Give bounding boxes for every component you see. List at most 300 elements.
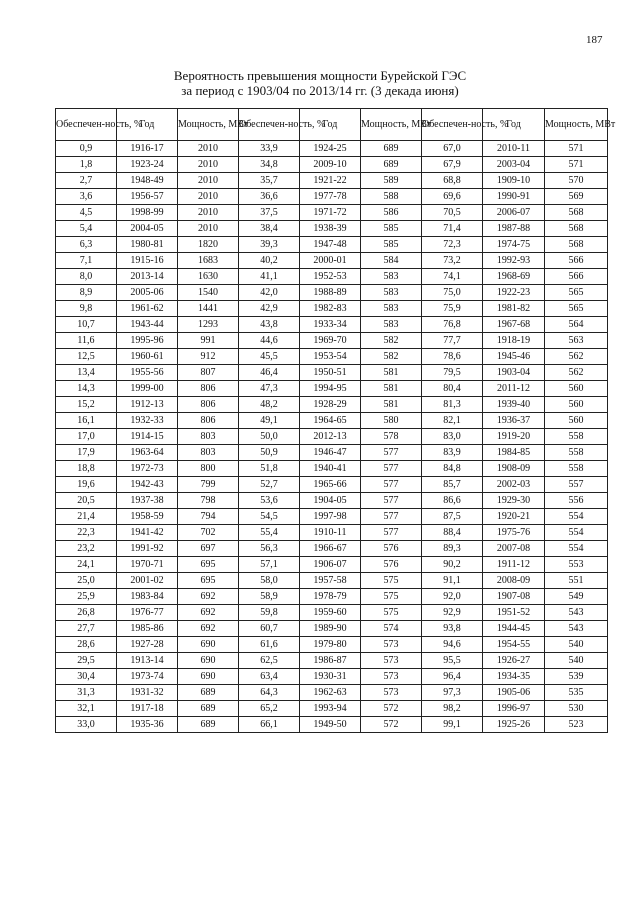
cell-power: 577 xyxy=(361,525,422,541)
cell-power: 560 xyxy=(545,381,608,397)
cell-power: 571 xyxy=(545,157,608,173)
cell-power: 581 xyxy=(361,365,422,381)
table-row xyxy=(56,157,608,173)
cell-power: 560 xyxy=(545,413,608,429)
cell-year: 1964-65 xyxy=(300,413,361,429)
table-row xyxy=(56,317,608,333)
table-row xyxy=(56,621,608,637)
table-row xyxy=(56,381,608,397)
cell-provision: 92,9 xyxy=(422,605,483,621)
cell-power: 799 xyxy=(178,477,239,493)
cell-provision: 90,2 xyxy=(422,557,483,573)
cell-power: 576 xyxy=(361,557,422,573)
cell-power: 692 xyxy=(178,605,239,621)
table-row xyxy=(56,173,608,189)
cell-power: 575 xyxy=(361,573,422,589)
cell-year: 1927-28 xyxy=(117,637,178,653)
cell-provision: 67,9 xyxy=(422,157,483,173)
cell-year: 1999-00 xyxy=(117,381,178,397)
cell-provision: 84,8 xyxy=(422,461,483,477)
cell-power: 581 xyxy=(361,381,422,397)
cell-year: 1940-41 xyxy=(300,461,361,477)
cell-provision: 92,0 xyxy=(422,589,483,605)
table-row xyxy=(56,717,608,733)
cell-provision: 8,0 xyxy=(56,269,117,285)
cell-year: 1936-37 xyxy=(483,413,545,429)
cell-provision: 80,4 xyxy=(422,381,483,397)
cell-provision: 59,8 xyxy=(239,605,300,621)
cell-provision: 19,6 xyxy=(56,477,117,493)
cell-provision: 23,2 xyxy=(56,541,117,557)
cell-provision: 36,6 xyxy=(239,189,300,205)
cell-year: 1917-18 xyxy=(117,701,178,717)
cell-power: 689 xyxy=(361,141,422,157)
cell-power: 573 xyxy=(361,653,422,669)
cell-provision: 33,0 xyxy=(56,717,117,733)
table-row xyxy=(56,237,608,253)
cell-provision: 25,0 xyxy=(56,573,117,589)
table-row xyxy=(56,557,608,573)
cell-power: 806 xyxy=(178,397,239,413)
cell-year: 1973-74 xyxy=(117,669,178,685)
cell-year: 1982-83 xyxy=(300,301,361,317)
cell-year: 1903-04 xyxy=(483,365,545,381)
cell-provision: 87,5 xyxy=(422,509,483,525)
table-row xyxy=(56,653,608,669)
cell-year: 1916-17 xyxy=(117,141,178,157)
cell-year: 1981-82 xyxy=(483,301,545,317)
cell-year: 1912-13 xyxy=(117,397,178,413)
cell-provision: 66,1 xyxy=(239,717,300,733)
cell-power: 576 xyxy=(361,541,422,557)
header-power-3: Мощность, МВт xyxy=(545,109,608,141)
cell-year: 1906-07 xyxy=(300,557,361,573)
cell-year: 1987-88 xyxy=(483,221,545,237)
cell-power: 912 xyxy=(178,349,239,365)
document-title xyxy=(0,68,640,98)
cell-provision: 4,5 xyxy=(56,205,117,221)
cell-power: 2010 xyxy=(178,205,239,221)
cell-power: 702 xyxy=(178,525,239,541)
table-header-row xyxy=(56,109,608,141)
cell-year: 1913-14 xyxy=(117,653,178,669)
cell-year: 1930-31 xyxy=(300,669,361,685)
cell-provision: 0,9 xyxy=(56,141,117,157)
cell-year: 1978-79 xyxy=(300,589,361,605)
cell-power: 568 xyxy=(545,205,608,221)
cell-year: 1915-16 xyxy=(117,253,178,269)
table-row xyxy=(56,525,608,541)
cell-provision: 97,3 xyxy=(422,685,483,701)
cell-provision: 41,1 xyxy=(239,269,300,285)
cell-power: 554 xyxy=(545,541,608,557)
cell-year: 1959-60 xyxy=(300,605,361,621)
cell-power: 794 xyxy=(178,509,239,525)
cell-provision: 17,0 xyxy=(56,429,117,445)
cell-provision: 78,6 xyxy=(422,349,483,365)
cell-provision: 60,7 xyxy=(239,621,300,637)
cell-year: 1970-71 xyxy=(117,557,178,573)
cell-power: 1293 xyxy=(178,317,239,333)
cell-provision: 89,3 xyxy=(422,541,483,557)
cell-year: 2009-10 xyxy=(300,157,361,173)
table-row xyxy=(56,685,608,701)
cell-year: 1976-77 xyxy=(117,605,178,621)
cell-year: 1909-10 xyxy=(483,173,545,189)
cell-provision: 50,9 xyxy=(239,445,300,461)
cell-provision: 25,9 xyxy=(56,589,117,605)
cell-year: 2006-07 xyxy=(483,205,545,221)
cell-year: 1994-95 xyxy=(300,381,361,397)
cell-power: 571 xyxy=(545,141,608,157)
cell-provision: 3,6 xyxy=(56,189,117,205)
cell-provision: 48,2 xyxy=(239,397,300,413)
table-row xyxy=(56,637,608,653)
cell-power: 577 xyxy=(361,445,422,461)
cell-year: 1953-54 xyxy=(300,349,361,365)
cell-provision: 91,1 xyxy=(422,573,483,589)
cell-provision: 17,9 xyxy=(56,445,117,461)
cell-year: 2004-05 xyxy=(117,221,178,237)
cell-year: 1935-36 xyxy=(117,717,178,733)
table-row xyxy=(56,589,608,605)
cell-power: 563 xyxy=(545,333,608,349)
cell-year: 2005-06 xyxy=(117,285,178,301)
cell-provision: 71,4 xyxy=(422,221,483,237)
cell-power: 803 xyxy=(178,445,239,461)
cell-year: 1977-78 xyxy=(300,189,361,205)
cell-power: 565 xyxy=(545,301,608,317)
cell-year: 1993-94 xyxy=(300,701,361,717)
cell-year: 1975-76 xyxy=(483,525,545,541)
probability-table xyxy=(55,108,616,733)
cell-power: 566 xyxy=(545,269,608,285)
cell-year: 1960-61 xyxy=(117,349,178,365)
cell-provision: 26,8 xyxy=(56,605,117,621)
cell-year: 1931-32 xyxy=(117,685,178,701)
cell-provision: 52,7 xyxy=(239,477,300,493)
cell-power: 2010 xyxy=(178,189,239,205)
table-row xyxy=(56,669,608,685)
cell-power: 575 xyxy=(361,605,422,621)
cell-year: 1926-27 xyxy=(483,653,545,669)
cell-provision: 77,7 xyxy=(422,333,483,349)
cell-power: 581 xyxy=(361,397,422,413)
cell-power: 695 xyxy=(178,557,239,573)
cell-power: 540 xyxy=(545,637,608,653)
page-number: 187 xyxy=(586,34,603,46)
cell-provision: 29,5 xyxy=(56,653,117,669)
cell-year: 1998-99 xyxy=(117,205,178,221)
table-row xyxy=(56,269,608,285)
cell-provision: 15,2 xyxy=(56,397,117,413)
cell-power: 543 xyxy=(545,605,608,621)
cell-year: 1968-69 xyxy=(483,269,545,285)
cell-power: 583 xyxy=(361,301,422,317)
cell-power: 803 xyxy=(178,429,239,445)
table-row xyxy=(56,541,608,557)
cell-power: 585 xyxy=(361,221,422,237)
cell-year: 2013-14 xyxy=(117,269,178,285)
cell-provision: 73,2 xyxy=(422,253,483,269)
cell-year: 1942-43 xyxy=(117,477,178,493)
cell-year: 1952-53 xyxy=(300,269,361,285)
cell-power: 535 xyxy=(545,685,608,701)
cell-year: 2010-11 xyxy=(483,141,545,157)
cell-power: 798 xyxy=(178,493,239,509)
cell-provision: 56,3 xyxy=(239,541,300,557)
cell-power: 554 xyxy=(545,509,608,525)
cell-year: 2008-09 xyxy=(483,573,545,589)
cell-provision: 45,5 xyxy=(239,349,300,365)
cell-year: 1972-73 xyxy=(117,461,178,477)
cell-year: 1925-26 xyxy=(483,717,545,733)
cell-power: 689 xyxy=(178,685,239,701)
cell-power: 582 xyxy=(361,333,422,349)
cell-power: 1441 xyxy=(178,301,239,317)
cell-year: 1911-12 xyxy=(483,557,545,573)
cell-power: 560 xyxy=(545,397,608,413)
cell-power: 562 xyxy=(545,349,608,365)
cell-power: 575 xyxy=(361,589,422,605)
cell-year: 1991-92 xyxy=(117,541,178,557)
header-year-2: Год xyxy=(300,109,361,141)
cell-year: 1955-56 xyxy=(117,365,178,381)
cell-provision: 22,3 xyxy=(56,525,117,541)
cell-power: 523 xyxy=(545,717,608,733)
cell-power: 697 xyxy=(178,541,239,557)
cell-provision: 58,9 xyxy=(239,589,300,605)
cell-provision: 86,6 xyxy=(422,493,483,509)
cell-power: 1540 xyxy=(178,285,239,301)
cell-year: 1984-85 xyxy=(483,445,545,461)
cell-provision: 6,3 xyxy=(56,237,117,253)
cell-power: 689 xyxy=(361,157,422,173)
cell-provision: 16,1 xyxy=(56,413,117,429)
cell-year: 1937-38 xyxy=(117,493,178,509)
cell-power: 573 xyxy=(361,669,422,685)
cell-power: 558 xyxy=(545,461,608,477)
cell-power: 582 xyxy=(361,349,422,365)
cell-provision: 7,1 xyxy=(56,253,117,269)
cell-year: 1954-55 xyxy=(483,637,545,653)
cell-provision: 42,0 xyxy=(239,285,300,301)
cell-power: 568 xyxy=(545,221,608,237)
cell-provision: 40,2 xyxy=(239,253,300,269)
cell-power: 565 xyxy=(545,285,608,301)
cell-power: 583 xyxy=(361,285,422,301)
cell-provision: 46,4 xyxy=(239,365,300,381)
cell-power: 806 xyxy=(178,381,239,397)
cell-provision: 31,3 xyxy=(56,685,117,701)
cell-power: 568 xyxy=(545,237,608,253)
cell-provision: 39,3 xyxy=(239,237,300,253)
cell-year: 1923-24 xyxy=(117,157,178,173)
cell-year: 1920-21 xyxy=(483,509,545,525)
cell-year: 1980-81 xyxy=(117,237,178,253)
cell-year: 2007-08 xyxy=(483,541,545,557)
cell-year: 1996-97 xyxy=(483,701,545,717)
cell-power: 573 xyxy=(361,637,422,653)
cell-year: 1947-48 xyxy=(300,237,361,253)
cell-power: 570 xyxy=(545,173,608,189)
cell-power: 564 xyxy=(545,317,608,333)
cell-provision: 18,8 xyxy=(56,461,117,477)
table-row xyxy=(56,477,608,493)
cell-power: 540 xyxy=(545,653,608,669)
cell-year: 1966-67 xyxy=(300,541,361,557)
cell-year: 1963-64 xyxy=(117,445,178,461)
cell-provision: 88,4 xyxy=(422,525,483,541)
cell-power: 577 xyxy=(361,461,422,477)
cell-power: 553 xyxy=(545,557,608,573)
cell-power: 580 xyxy=(361,413,422,429)
cell-power: 807 xyxy=(178,365,239,381)
cell-power: 588 xyxy=(361,189,422,205)
table-row xyxy=(56,573,608,589)
cell-year: 1932-33 xyxy=(117,413,178,429)
cell-year: 1919-20 xyxy=(483,429,545,445)
cell-power: 577 xyxy=(361,493,422,509)
cell-provision: 14,3 xyxy=(56,381,117,397)
cell-power: 689 xyxy=(178,701,239,717)
cell-year: 1969-70 xyxy=(300,333,361,349)
cell-power: 557 xyxy=(545,477,608,493)
cell-year: 1941-42 xyxy=(117,525,178,541)
cell-power: 549 xyxy=(545,589,608,605)
cell-provision: 69,6 xyxy=(422,189,483,205)
title-line-1: Вероятность превышения мощности Бурейской ГЭС xyxy=(173,68,467,83)
cell-power: 539 xyxy=(545,669,608,685)
cell-power: 577 xyxy=(361,509,422,525)
cell-year: 1951-52 xyxy=(483,605,545,621)
cell-provision: 67,0 xyxy=(422,141,483,157)
cell-year: 1957-58 xyxy=(300,573,361,589)
cell-year: 1965-66 xyxy=(300,477,361,493)
cell-year: 1949-50 xyxy=(300,717,361,733)
cell-power: 2010 xyxy=(178,173,239,189)
header-power-2: Мощность, МВт xyxy=(361,109,422,141)
cell-year: 2002-03 xyxy=(483,477,545,493)
table-row xyxy=(56,429,608,445)
cell-power: 1630 xyxy=(178,269,239,285)
cell-year: 1989-90 xyxy=(300,621,361,637)
table-row xyxy=(56,253,608,269)
cell-provision: 63,4 xyxy=(239,669,300,685)
cell-power: 573 xyxy=(361,685,422,701)
cell-year: 1929-30 xyxy=(483,493,545,509)
cell-power: 585 xyxy=(361,237,422,253)
cell-provision: 76,8 xyxy=(422,317,483,333)
cell-year: 1967-68 xyxy=(483,317,545,333)
cell-power: 806 xyxy=(178,413,239,429)
cell-year: 1986-87 xyxy=(300,653,361,669)
cell-provision: 98,2 xyxy=(422,701,483,717)
cell-provision: 93,8 xyxy=(422,621,483,637)
cell-year: 1956-57 xyxy=(117,189,178,205)
cell-power: 583 xyxy=(361,317,422,333)
table-row xyxy=(56,397,608,413)
cell-year: 1905-06 xyxy=(483,685,545,701)
cell-provision: 30,4 xyxy=(56,669,117,685)
cell-power: 690 xyxy=(178,637,239,653)
cell-year: 1995-96 xyxy=(117,333,178,349)
cell-year: 1962-63 xyxy=(300,685,361,701)
cell-year: 1944-45 xyxy=(483,621,545,637)
cell-provision: 81,3 xyxy=(422,397,483,413)
title-line-2: за период с 1903/04 по 2013/14 гг. (3 декада июня) xyxy=(181,83,459,98)
cell-year: 1928-29 xyxy=(300,397,361,413)
cell-power: 690 xyxy=(178,669,239,685)
cell-year: 1997-98 xyxy=(300,509,361,525)
cell-provision: 82,1 xyxy=(422,413,483,429)
cell-year: 1933-34 xyxy=(300,317,361,333)
cell-power: 572 xyxy=(361,701,422,717)
cell-power: 569 xyxy=(545,189,608,205)
cell-power: 551 xyxy=(545,573,608,589)
cell-provision: 74,1 xyxy=(422,269,483,285)
cell-provision: 35,7 xyxy=(239,173,300,189)
cell-year: 1988-89 xyxy=(300,285,361,301)
cell-year: 2011-12 xyxy=(483,381,545,397)
cell-provision: 11,6 xyxy=(56,333,117,349)
cell-provision: 94,6 xyxy=(422,637,483,653)
cell-provision: 24,1 xyxy=(56,557,117,573)
cell-provision: 27,7 xyxy=(56,621,117,637)
cell-provision: 1,8 xyxy=(56,157,117,173)
table-row xyxy=(56,333,608,349)
cell-power: 572 xyxy=(361,717,422,733)
cell-provision: 49,1 xyxy=(239,413,300,429)
table-row xyxy=(56,445,608,461)
cell-year: 1939-40 xyxy=(483,397,545,413)
cell-year: 2000-01 xyxy=(300,253,361,269)
cell-year: 1922-23 xyxy=(483,285,545,301)
cell-provision: 83,0 xyxy=(422,429,483,445)
table-row xyxy=(56,141,608,157)
header-provision-2: Обеспечен-ность, % xyxy=(239,109,300,141)
cell-provision: 50,0 xyxy=(239,429,300,445)
cell-provision: 47,3 xyxy=(239,381,300,397)
cell-power: 589 xyxy=(361,173,422,189)
cell-power: 692 xyxy=(178,589,239,605)
cell-provision: 75,0 xyxy=(422,285,483,301)
cell-provision: 57,1 xyxy=(239,557,300,573)
table-row xyxy=(56,413,608,429)
cell-year: 1961-62 xyxy=(117,301,178,317)
cell-power: 1820 xyxy=(178,237,239,253)
cell-power: 689 xyxy=(178,717,239,733)
cell-year: 1948-49 xyxy=(117,173,178,189)
cell-provision: 79,5 xyxy=(422,365,483,381)
cell-power: 577 xyxy=(361,477,422,493)
cell-provision: 13,4 xyxy=(56,365,117,381)
cell-year: 1971-72 xyxy=(300,205,361,221)
header-year-1: Год xyxy=(117,109,178,141)
cell-provision: 70,5 xyxy=(422,205,483,221)
cell-provision: 55,4 xyxy=(239,525,300,541)
table-row xyxy=(56,493,608,509)
cell-year: 1921-22 xyxy=(300,173,361,189)
cell-power: 556 xyxy=(545,493,608,509)
cell-power: 530 xyxy=(545,701,608,717)
cell-year: 1943-44 xyxy=(117,317,178,333)
cell-year: 1945-46 xyxy=(483,349,545,365)
table-row xyxy=(56,701,608,717)
cell-power: 583 xyxy=(361,269,422,285)
table-row xyxy=(56,605,608,621)
cell-provision: 12,5 xyxy=(56,349,117,365)
